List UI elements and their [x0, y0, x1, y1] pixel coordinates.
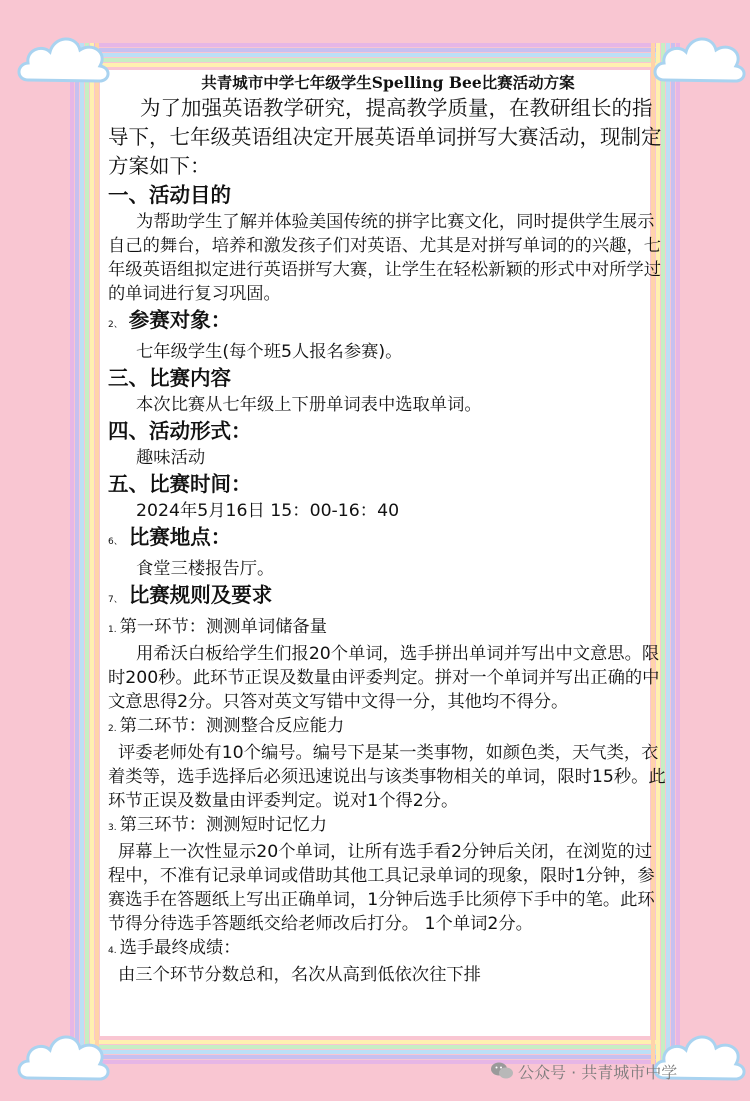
section-heading: 7、 比赛规则及要求 [108, 583, 273, 607]
rule-title: 1. 第一环节：测测单词储备量 [108, 617, 327, 637]
rule-title: 2. 第二环节：测测整合反应能力 [108, 716, 345, 736]
section-body: 2024年5月16日 15：00-16：40 [136, 501, 400, 521]
intro-paragraph: 为了加强英语教学研究，提高教学质量，在教研组长的指导下，七年级英语组决定开展英语单词拼写大赛活动，现制定方案如下： [108, 96, 662, 178]
document-body [108, 72, 668, 1042]
section-body: 食堂三楼报告厅。 [136, 559, 275, 579]
rule-body: 屏幕上一次性显示20个单词，让所有选手看2分钟后关闭，在浏览的过程中，不准有记录单词或借助其他工具记录单词的现象，限时1分钟，参赛选手在答题纸上写出正确单词，1分钟后选手比须停下手中的笔。此环节得分待选手答题纸交给老师改后打分。 1个单词2分。 [108, 842, 655, 934]
watermark-text: 公众号 · 共青城市中学 [518, 1063, 678, 1082]
section-body: 七年级学生(每个班5人报名参赛)。 [136, 342, 403, 362]
cloud-icon [14, 1024, 114, 1086]
section-body: 为帮助学生了解并体验美国传统的拼字比赛文化，同时提供学生展示自己的舞台，培养和激发孩子们对英语、尤其是对拼写单词的的兴趣，七年级英语组拟定进行英语拼写大赛，让学生在轻松新颖的形式中对所学过的单词进行复习巩固。 [108, 212, 662, 304]
rule-body: 由三个环节分数总和，名次从高到低依次往下排 [118, 965, 481, 985]
cloud-icon [14, 26, 114, 88]
rule-body: 评委老师处有10个编号。编号下是某一类事物，如颜色类，天气类，衣着类等，选手选择后必须迅速说出与该类事物相关的单词，限时15秒。此环节正误及数量由评委判定。说对1个得2分。 [108, 743, 666, 811]
rule-title: 4. 选手最终成绩： [108, 938, 241, 958]
rule-body: 用希沃白板给学生们报20个单词，选手拼出单词并写出中文意思。限时200秒。此环节正误及数量由评委判定。拼对一个单词并写出正确的中文意思得2分。只答对英文写错中文得一分，其他均不得分。 [108, 644, 660, 712]
document-title: 共青城市中学七年级学生Spelling Bee比赛活动方案 [201, 73, 575, 92]
section-heading: 2、 参赛对象： [108, 308, 232, 332]
section-body: 趣味活动 [136, 448, 206, 468]
section-heading: 五、比赛时间： [108, 472, 252, 496]
section-body: 本次比赛从七年级上下册单词表中选取单词。 [136, 395, 482, 415]
section-heading: 6、 比赛地点： [108, 525, 232, 549]
rule-title: 3. 第三环节：测测短时记忆力 [108, 815, 327, 835]
section-heading: 四、活动形式： [108, 419, 252, 443]
section-heading: 三、比赛内容 [108, 366, 231, 390]
section-heading: 一、活动目的 [108, 183, 231, 207]
wechat-icon [490, 1061, 514, 1081]
